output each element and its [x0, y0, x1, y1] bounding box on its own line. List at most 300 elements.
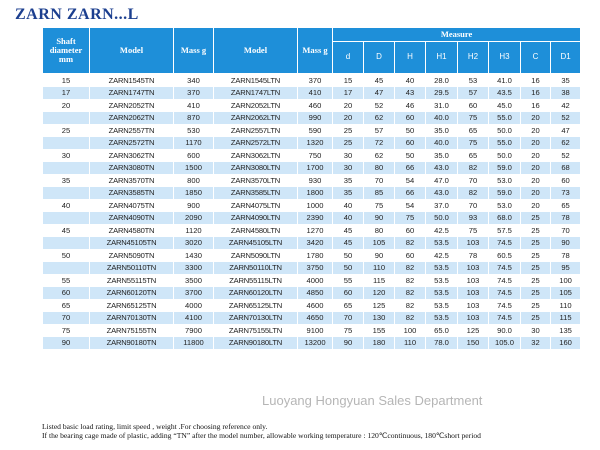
cell-d: 25	[333, 124, 364, 137]
cell-D1: 35	[551, 74, 581, 87]
cell-C: 25	[521, 299, 551, 312]
cell-mass-l: 1800	[298, 187, 333, 200]
cell-model: ZARN70130TN	[90, 312, 174, 325]
cell-shaft-diameter: 25	[43, 124, 90, 137]
header-measure-h1: H1	[426, 42, 458, 74]
cell-D: 155	[364, 324, 395, 337]
spec-table-body	[43, 74, 581, 350]
cell-H3: 45.0	[489, 99, 521, 112]
cell-d: 50	[333, 249, 364, 262]
cell-C: 20	[521, 124, 551, 137]
cell-mass: 370	[174, 87, 214, 100]
cell-mass-l: 4850	[298, 287, 333, 300]
cell-model: ZARN5090TN	[90, 249, 174, 262]
table-row	[43, 249, 581, 262]
cell-shaft-diameter	[43, 162, 90, 175]
cell-H2: 93	[458, 212, 489, 225]
cell-H2: 103	[458, 237, 489, 250]
table-row	[43, 337, 581, 350]
cell-shaft-diameter: 90	[43, 337, 90, 350]
cell-model-l: ZARN4580LTN	[214, 224, 298, 237]
cell-H2: 53	[458, 74, 489, 87]
cell-mass-l: 1320	[298, 137, 333, 150]
cell-model-l: ZARN3570LTN	[214, 174, 298, 187]
cell-D: 125	[364, 299, 395, 312]
cell-shaft-diameter: 30	[43, 149, 90, 162]
cell-model-l: ZARN2052LTN	[214, 99, 298, 112]
cell-mass: 870	[174, 112, 214, 125]
cell-d: 50	[333, 262, 364, 275]
table-row	[43, 137, 581, 150]
cell-D1: 62	[551, 137, 581, 150]
cell-shaft-diameter: 75	[43, 324, 90, 337]
cell-C: 25	[521, 287, 551, 300]
cell-d: 40	[333, 199, 364, 212]
cell-C: 25	[521, 212, 551, 225]
cell-H2: 103	[458, 287, 489, 300]
table-row	[43, 187, 581, 200]
cell-C: 20	[521, 137, 551, 150]
cell-shaft-diameter: 17	[43, 87, 90, 100]
cell-D1: 90	[551, 237, 581, 250]
cell-model-l: ZARN75155LTN	[214, 324, 298, 337]
cell-shaft-diameter: 45	[43, 224, 90, 237]
cell-D: 45	[364, 74, 395, 87]
cell-H: 46	[395, 99, 426, 112]
cell-d: 70	[333, 312, 364, 325]
cell-mass-l: 1270	[298, 224, 333, 237]
cell-model-l: ZARN3062LTN	[214, 149, 298, 162]
cell-H3: 55.0	[489, 137, 521, 150]
note-line: If the bearing cage made of plastic, adding “TN” after the model number, allowable working temperature : 120℃continuous, 180℃short period	[42, 431, 481, 441]
cell-C: 25	[521, 262, 551, 275]
cell-mass: 1500	[174, 162, 214, 175]
cell-H: 66	[395, 187, 426, 200]
cell-D1: 78	[551, 212, 581, 225]
cell-mass: 340	[174, 74, 214, 87]
cell-H3: 74.5	[489, 262, 521, 275]
cell-H3: 50.0	[489, 149, 521, 162]
cell-H1: 40.0	[426, 137, 458, 150]
cell-mass: 3700	[174, 287, 214, 300]
cell-H1: 53.5	[426, 237, 458, 250]
cell-shaft-diameter	[43, 137, 90, 150]
cell-model: ZARN2062TN	[90, 112, 174, 125]
cell-mass: 3020	[174, 237, 214, 250]
cell-C: 16	[521, 99, 551, 112]
cell-mass: 410	[174, 99, 214, 112]
cell-model-l: ZARN90180LTN	[214, 337, 298, 350]
cell-D: 62	[364, 112, 395, 125]
cell-shaft-diameter: 70	[43, 312, 90, 325]
cell-D: 110	[364, 262, 395, 275]
cell-shaft-diameter	[43, 262, 90, 275]
cell-H: 66	[395, 162, 426, 175]
cell-D1: 78	[551, 249, 581, 262]
cell-C: 25	[521, 312, 551, 325]
cell-model: ZARN1545TN	[90, 74, 174, 87]
cell-model: ZARN60120TN	[90, 287, 174, 300]
cell-d: 55	[333, 274, 364, 287]
cell-mass-l: 930	[298, 174, 333, 187]
header-measure-c: C	[521, 42, 551, 74]
cell-d: 45	[333, 224, 364, 237]
cell-H: 82	[395, 287, 426, 300]
cell-d: 30	[333, 149, 364, 162]
cell-H3: 74.5	[489, 312, 521, 325]
cell-d: 60	[333, 287, 364, 300]
cell-H1: 43.0	[426, 162, 458, 175]
cell-H: 60	[395, 224, 426, 237]
table-row	[43, 112, 581, 125]
cell-H2: 75	[458, 137, 489, 150]
table-row	[43, 74, 581, 87]
cell-C: 20	[521, 187, 551, 200]
cell-model: ZARN75155TN	[90, 324, 174, 337]
cell-mass: 600	[174, 149, 214, 162]
cell-H: 82	[395, 237, 426, 250]
cell-H2: 103	[458, 274, 489, 287]
table-row	[43, 212, 581, 225]
cell-H1: 65.0	[426, 324, 458, 337]
cell-D1: 105	[551, 287, 581, 300]
cell-H1: 29.5	[426, 87, 458, 100]
cell-mass-l: 4000	[298, 274, 333, 287]
cell-mass: 11800	[174, 337, 214, 350]
cell-mass: 1120	[174, 224, 214, 237]
cell-D: 90	[364, 249, 395, 262]
cell-C: 25	[521, 237, 551, 250]
table-row	[43, 124, 581, 137]
cell-D1: 110	[551, 299, 581, 312]
cell-D: 180	[364, 337, 395, 350]
cell-H2: 60	[458, 99, 489, 112]
cell-H3: 105.0	[489, 337, 521, 350]
cell-H3: 74.5	[489, 299, 521, 312]
cell-D: 47	[364, 87, 395, 100]
cell-model: ZARN4090TN	[90, 212, 174, 225]
cell-d: 25	[333, 137, 364, 150]
header-model-1: Model	[90, 28, 174, 74]
cell-H3: 74.5	[489, 287, 521, 300]
cell-D1: 73	[551, 187, 581, 200]
cell-mass: 800	[174, 174, 214, 187]
cell-shaft-diameter	[43, 187, 90, 200]
header-shaft-diameter: Shaft diameter mm	[43, 28, 90, 74]
cell-mass-l: 1000	[298, 199, 333, 212]
cell-H3: 59.0	[489, 162, 521, 175]
cell-shaft-diameter	[43, 212, 90, 225]
cell-D: 120	[364, 287, 395, 300]
cell-model-l: ZARN50110LTN	[214, 262, 298, 275]
cell-D: 52	[364, 99, 395, 112]
cell-d: 65	[333, 299, 364, 312]
cell-model: ZARN50110TN	[90, 262, 174, 275]
cell-H1: 53.5	[426, 274, 458, 287]
cell-d: 90	[333, 337, 364, 350]
cell-H2: 75	[458, 224, 489, 237]
cell-C: 32	[521, 337, 551, 350]
cell-D1: 160	[551, 337, 581, 350]
cell-H2: 82	[458, 187, 489, 200]
cell-H2: 103	[458, 299, 489, 312]
cell-D1: 38	[551, 87, 581, 100]
cell-mass-l: 3750	[298, 262, 333, 275]
cell-H3: 41.0	[489, 74, 521, 87]
cell-C: 16	[521, 87, 551, 100]
cell-model-l: ZARN60120LTN	[214, 287, 298, 300]
table-row	[43, 237, 581, 250]
cell-H: 60	[395, 112, 426, 125]
cell-H3: 74.5	[489, 237, 521, 250]
cell-H2: 103	[458, 312, 489, 325]
cell-model-l: ZARN70130LTN	[214, 312, 298, 325]
cell-H: 60	[395, 249, 426, 262]
cell-model-l: ZARN1545LTN	[214, 74, 298, 87]
cell-mass-l: 1700	[298, 162, 333, 175]
table-row	[43, 274, 581, 287]
cell-model: ZARN2557TN	[90, 124, 174, 137]
cell-D: 115	[364, 274, 395, 287]
cell-mass: 4100	[174, 312, 214, 325]
spec-table-container	[42, 27, 570, 349]
cell-mass-l: 4650	[298, 312, 333, 325]
cell-mass: 7900	[174, 324, 214, 337]
cell-H1: 35.0	[426, 124, 458, 137]
cell-H2: 70	[458, 174, 489, 187]
cell-model: ZARN2572TN	[90, 137, 174, 150]
cell-H2: 65	[458, 124, 489, 137]
cell-D: 130	[364, 312, 395, 325]
cell-H1: 42.5	[426, 224, 458, 237]
cell-model-l: ZARN3585LTN	[214, 187, 298, 200]
cell-H: 43	[395, 87, 426, 100]
table-row	[43, 162, 581, 175]
cell-mass-l: 9100	[298, 324, 333, 337]
cell-H3: 57.5	[489, 224, 521, 237]
cell-d: 30	[333, 162, 364, 175]
cell-H3: 60.5	[489, 249, 521, 262]
cell-H2: 65	[458, 149, 489, 162]
cell-model: ZARN2052TN	[90, 99, 174, 112]
cell-model: ZARN55115TN	[90, 274, 174, 287]
cell-D: 75	[364, 199, 395, 212]
cell-H3: 50.0	[489, 124, 521, 137]
cell-D1: 42	[551, 99, 581, 112]
table-row	[43, 199, 581, 212]
cell-D1: 68	[551, 162, 581, 175]
cell-C: 25	[521, 224, 551, 237]
cell-H1: 37.0	[426, 199, 458, 212]
cell-model-l: ZARN2557LTN	[214, 124, 298, 137]
cell-H1: 40.0	[426, 112, 458, 125]
cell-d: 75	[333, 324, 364, 337]
cell-d: 35	[333, 174, 364, 187]
cell-model: ZARN1747TN	[90, 87, 174, 100]
table-row	[43, 99, 581, 112]
cell-mass-l: 750	[298, 149, 333, 162]
header-measure: Measure	[333, 28, 581, 42]
cell-D: 80	[364, 224, 395, 237]
cell-model-l: ZARN65125LTN	[214, 299, 298, 312]
cell-H1: 50.0	[426, 212, 458, 225]
cell-mass-l: 2390	[298, 212, 333, 225]
cell-D1: 60	[551, 174, 581, 187]
cell-model: ZARN3585TN	[90, 187, 174, 200]
cell-H: 54	[395, 199, 426, 212]
cell-mass: 1170	[174, 137, 214, 150]
cell-H2: 75	[458, 112, 489, 125]
header-measure-d1: D1	[551, 42, 581, 74]
cell-mass: 3300	[174, 262, 214, 275]
cell-model: ZARN90180TN	[90, 337, 174, 350]
cell-H1: 53.5	[426, 287, 458, 300]
table-row	[43, 299, 581, 312]
cell-H2: 150	[458, 337, 489, 350]
cell-H3: 90.0	[489, 324, 521, 337]
cell-H: 82	[395, 262, 426, 275]
cell-mass-l: 13200	[298, 337, 333, 350]
cell-C: 20	[521, 199, 551, 212]
cell-shaft-diameter: 55	[43, 274, 90, 287]
cell-D: 90	[364, 212, 395, 225]
cell-H: 60	[395, 137, 426, 150]
cell-H3: 74.5	[489, 274, 521, 287]
cell-H1: 43.0	[426, 187, 458, 200]
header-model-2: Model	[214, 28, 298, 74]
notes	[42, 422, 582, 441]
cell-mass: 1430	[174, 249, 214, 262]
cell-mass-l: 1780	[298, 249, 333, 262]
note-line: Listed basic load rating, limit speed , weight .For choosing reference only.	[42, 422, 268, 431]
cell-d: 20	[333, 99, 364, 112]
cell-mass-l: 590	[298, 124, 333, 137]
table-row	[43, 149, 581, 162]
cell-H2: 103	[458, 262, 489, 275]
cell-shaft-diameter: 15	[43, 74, 90, 87]
header-measure-h: H	[395, 42, 426, 74]
cell-H2: 82	[458, 162, 489, 175]
header-measure-h2: H2	[458, 42, 489, 74]
header-measure-d: d	[333, 42, 364, 74]
cell-H: 40	[395, 74, 426, 87]
table-row	[43, 87, 581, 100]
cell-model-l: ZARN5090LTN	[214, 249, 298, 262]
cell-shaft-diameter	[43, 237, 90, 250]
cell-shaft-diameter: 50	[43, 249, 90, 262]
cell-H1: 31.0	[426, 99, 458, 112]
cell-mass: 900	[174, 199, 214, 212]
cell-H1: 28.0	[426, 74, 458, 87]
page-title: ZARN ZARN...L	[15, 6, 139, 23]
spec-table	[42, 27, 581, 349]
cell-H: 82	[395, 299, 426, 312]
cell-H3: 53.0	[489, 199, 521, 212]
cell-mass: 530	[174, 124, 214, 137]
cell-H: 54	[395, 174, 426, 187]
cell-D: 62	[364, 149, 395, 162]
cell-H3: 53.0	[489, 174, 521, 187]
cell-D: 85	[364, 187, 395, 200]
cell-model-l: ZARN4075LTN	[214, 199, 298, 212]
header-mass-2: Mass g	[298, 28, 333, 74]
cell-D1: 115	[551, 312, 581, 325]
cell-D1: 65	[551, 199, 581, 212]
cell-D1: 135	[551, 324, 581, 337]
watermark: Luoyang Hongyuan Sales Department	[262, 393, 483, 408]
table-row	[43, 224, 581, 237]
cell-d: 40	[333, 212, 364, 225]
cell-shaft-diameter: 65	[43, 299, 90, 312]
cell-shaft-diameter: 40	[43, 199, 90, 212]
cell-H3: 55.0	[489, 112, 521, 125]
cell-D1: 47	[551, 124, 581, 137]
cell-D: 72	[364, 137, 395, 150]
cell-model: ZARN3570TN	[90, 174, 174, 187]
cell-d: 45	[333, 237, 364, 250]
cell-H2: 57	[458, 87, 489, 100]
cell-d: 15	[333, 74, 364, 87]
cell-C: 20	[521, 174, 551, 187]
cell-shaft-diameter: 20	[43, 99, 90, 112]
table-row	[43, 324, 581, 337]
cell-H3: 43.5	[489, 87, 521, 100]
cell-C: 20	[521, 162, 551, 175]
cell-C: 30	[521, 324, 551, 337]
cell-d: 17	[333, 87, 364, 100]
cell-model: ZARN3080TN	[90, 162, 174, 175]
cell-D1: 70	[551, 224, 581, 237]
table-row	[43, 312, 581, 325]
cell-H: 110	[395, 337, 426, 350]
cell-model-l: ZARN2062LTN	[214, 112, 298, 125]
cell-mass-l: 460	[298, 99, 333, 112]
cell-H: 75	[395, 212, 426, 225]
cell-C: 25	[521, 274, 551, 287]
cell-D1: 52	[551, 149, 581, 162]
cell-mass-l: 990	[298, 112, 333, 125]
cell-H1: 42.5	[426, 249, 458, 262]
cell-D1: 100	[551, 274, 581, 287]
cell-C: 20	[521, 149, 551, 162]
cell-C: 25	[521, 249, 551, 262]
header-measure-d: D	[364, 42, 395, 74]
cell-H1: 53.5	[426, 299, 458, 312]
header-mass-1: Mass g	[174, 28, 214, 74]
cell-H1: 47.0	[426, 174, 458, 187]
cell-H: 50	[395, 124, 426, 137]
cell-H2: 125	[458, 324, 489, 337]
cell-model: ZARN45105TN	[90, 237, 174, 250]
cell-model: ZARN4580TN	[90, 224, 174, 237]
cell-shaft-diameter	[43, 112, 90, 125]
cell-H1: 35.0	[426, 149, 458, 162]
cell-model-l: ZARN1747LTN	[214, 87, 298, 100]
cell-mass: 1850	[174, 187, 214, 200]
header-measure-h3: H3	[489, 42, 521, 74]
cell-shaft-diameter: 35	[43, 174, 90, 187]
cell-model: ZARN3062TN	[90, 149, 174, 162]
cell-model-l: ZARN3080LTN	[214, 162, 298, 175]
cell-mass-l: 410	[298, 87, 333, 100]
cell-D: 105	[364, 237, 395, 250]
cell-H3: 59.0	[489, 187, 521, 200]
cell-d: 20	[333, 112, 364, 125]
cell-H1: 78.0	[426, 337, 458, 350]
cell-mass-l: 3420	[298, 237, 333, 250]
cell-model-l: ZARN55115LTN	[214, 274, 298, 287]
cell-H: 82	[395, 274, 426, 287]
